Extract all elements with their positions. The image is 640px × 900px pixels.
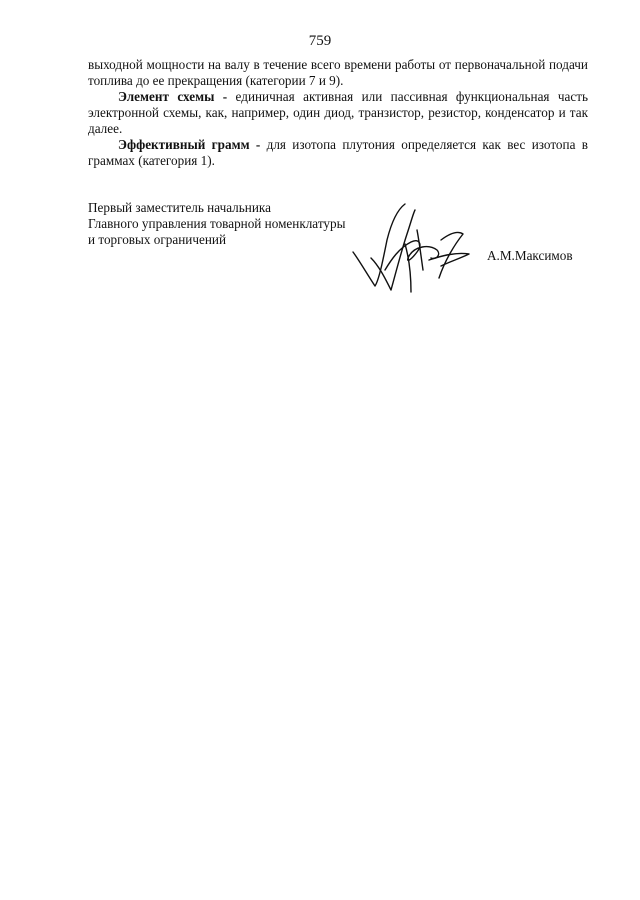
definition-text: для изотопа плутония определяется как вес изотопа в граммах (категория 1). — [88, 137, 588, 168]
definition-term: Элемент схемы - — [118, 89, 228, 104]
position-line: и торговых ограничений — [88, 232, 227, 247]
position-line: Первый заместитель начальника — [88, 200, 271, 215]
signatory-position — [88, 200, 345, 248]
handwritten-signature-icon — [345, 200, 485, 300]
definition-element-schemy — [88, 89, 588, 137]
document-body — [88, 57, 588, 169]
definition-effektivny-gramm — [88, 137, 588, 169]
position-line: Главного управления товарной номенклатуры — [88, 216, 346, 231]
definition-text: единичная активная или пассивная функциональная часть электронной схемы, как, например, один диод, транзистор, резистор, конденсатор и так далее. — [88, 89, 588, 136]
paragraph-continuation — [88, 57, 588, 89]
paragraph-text: выходной мощности на валу в течение всего времени работы от первоначальной подачи топлива до ее прекращения (категории 7 и 9). — [88, 57, 588, 88]
page-number: 759 — [308, 33, 332, 49]
signer-name: А.М.Максимов — [487, 248, 573, 263]
definition-term: Эффективный грамм - — [118, 137, 261, 152]
